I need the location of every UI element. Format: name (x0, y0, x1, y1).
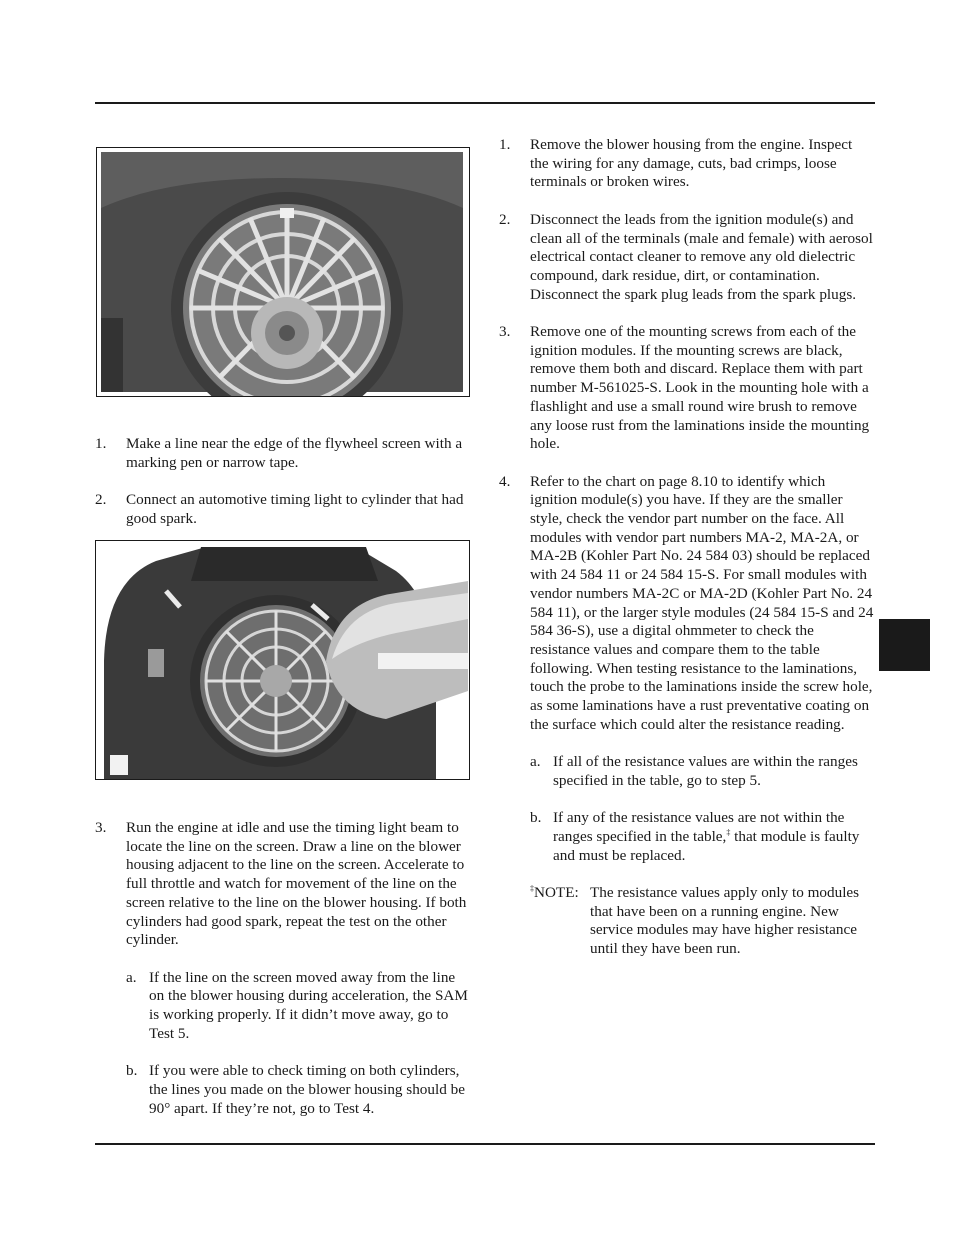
left-steps-upper (95, 435, 470, 529)
sub-item (95, 1062, 470, 1118)
sub-item-letter: a. (126, 968, 137, 986)
note-text: The resistance values apply only to modules that have been on a running engine. New service modules may have higher resistance until they have been run. (590, 884, 860, 958)
left-steps-lower (95, 819, 470, 1118)
sub-item-text: If you were able to check timing on both cylinders, the lines you made on the blower housing should be 90° apart. If they’re not, go to Test 4. (149, 1062, 465, 1117)
list-item (499, 136, 874, 192)
sub-item-letter: b. (126, 1062, 138, 1080)
note-label (530, 884, 579, 903)
sub-item-text-end: that module is faulty and must be replaced. (553, 827, 860, 864)
resistance-note (530, 884, 874, 959)
header-rule (95, 102, 875, 104)
item-text: Remove the blower housing from the engine. Inspect the wiring for any damage, cuts, bad crimps, loose terminals or broken wires. (530, 136, 853, 191)
flywheel-screen-photo (96, 147, 470, 397)
footnote-mark: ‡ (530, 883, 534, 893)
sub-item (499, 753, 874, 790)
item-text: Disconnect the leads from the ignition module(s) and clean all of the terminals (male and female) with aerosol electrical contact cleaner to remove any old dielectric compound, dark residue, dirt, or contamination. Disconnect the spark plug leads from the spark plugs. (530, 210, 873, 303)
section-tab (879, 619, 930, 671)
item-number: 3. (499, 323, 511, 340)
footer-rule (95, 1143, 875, 1145)
sub-item-text: If all of the resistance values are within the ranges specified in the table, go to step 5. (553, 753, 858, 789)
list-item (95, 491, 470, 528)
sub-item-letter: b. (530, 809, 542, 827)
item-number: 3. (95, 819, 107, 836)
item-number: 4. (499, 472, 511, 490)
item-text: Make a line near the edge of the flywheel screen with a marking pen or narrow tape. (126, 435, 463, 471)
list-item (499, 473, 874, 735)
right-column (499, 136, 874, 959)
footnote-mark: ‡ (726, 827, 731, 837)
item-number: 2. (499, 210, 511, 228)
list-item (95, 435, 470, 472)
item-text: Refer to the chart on page 8.10 to identify which ignition module(s) you have. If they are the smaller style, check the vendor part number on the face. All modules with vendor part numbers MA-2, MA-2A, or MA-2B (Kohler Part No. 24 584 03) should be replaced with 24 584 11 or 24 584 15-S. For small modules with vendor numbers MA-2C or MA-2D (Kohler Part No. 24 584 11), or the larger style modules (24 584 15-S and 24 584 36-S), use a digital ohmmeter to check the resistance values and compare them to the table following. When testing resistance to the laminations, touch the probe to the laminations inside the screw hole, as some laminations have a rust preventative coating on the surface which could alter the resistance reading. (530, 472, 874, 733)
item-text: Connect an automotive timing light to cylinder that had good spark. (126, 491, 464, 527)
sub-item-text: If any of the resistance values are not within the ranges specified in the table, (553, 809, 845, 845)
timing-light-photo (95, 540, 470, 780)
sub-item-letter: a. (530, 753, 541, 771)
list-item (499, 323, 874, 454)
item-text: Remove one of the mounting screws from each of the ignition modules. If the mounting screws are black, remove them both and discard. Replace them with part number M-561025-S. Look in the mounting hole with a flashlight and use a small round wire brush to remove any loose rust from the laminations inside the mounting hole. (530, 323, 870, 453)
item-number: 1. (499, 136, 511, 153)
list-item (499, 211, 874, 305)
list-item (95, 819, 470, 950)
note-body (530, 884, 874, 959)
sub-item (95, 969, 470, 1044)
note-label-text: NOTE: (534, 884, 579, 902)
item-number: 1. (95, 435, 107, 452)
item-number: 2. (95, 491, 107, 509)
sub-item-text: If the line on the screen moved away from the line on the blower housing during acceleration, the SAM is working properly. If it didn’t move away, go to Test 5. (149, 968, 468, 1042)
item-text: Run the engine at idle and use the timing light beam to locate the line on the screen. Draw a line on the blower housing adjacent to the line on the screen. Accelerate to full throttle and watch for movement of the line on the screen relative to the line on the blower housing. If both cylinders had good spark, repeat the test on the other cylinder. (126, 819, 467, 949)
sub-item (499, 809, 874, 865)
